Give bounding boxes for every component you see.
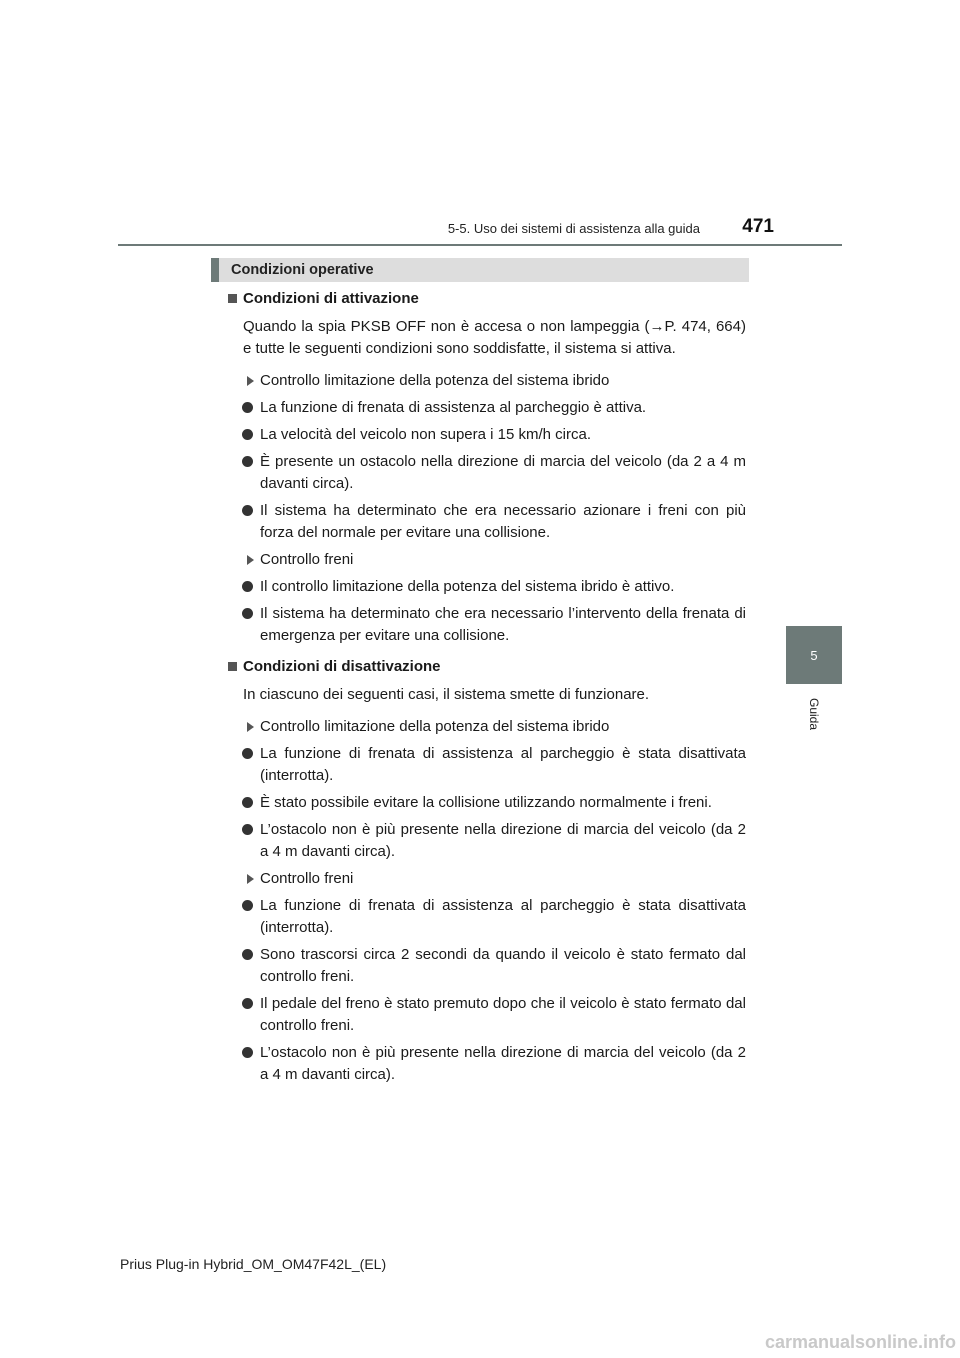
chapter-number: 5: [810, 647, 818, 663]
circle-bullet-icon: [242, 900, 253, 911]
watermark: carmanualsonline.info: [764, 1332, 956, 1352]
activation-heading: Condizioni di attivazione: [216, 288, 746, 310]
circle-bullet-icon: [242, 608, 253, 619]
list-item: È presente un ostacolo nella direzione di marcia del veicolo (da 2 a 4 m davanti circa).: [216, 451, 746, 495]
header-divider: [118, 244, 842, 246]
deactivation-category-power: Controllo limitazione della potenza del sistema ibrido: [216, 716, 746, 738]
content: [216, 288, 746, 1091]
section-title: Condizioni operative: [211, 258, 749, 282]
circle-bullet-icon: [242, 748, 253, 759]
triangle-bullet-icon: [247, 555, 254, 565]
circle-bullet-icon: [242, 1047, 253, 1058]
chapter-label: [786, 694, 842, 734]
list-item: L’ostacolo non è più presente nella direzione di marcia del veicolo (da 2 a 4 m davanti circa).: [216, 1042, 746, 1086]
list-item: La velocità del veicolo non supera i 15 km/h circa.: [216, 424, 746, 446]
triangle-bullet-icon: [247, 722, 254, 732]
list-item: La funzione di frenata di assistenza al parcheggio è stata disattivata (interrotta).: [216, 743, 746, 787]
circle-bullet-icon: [242, 797, 253, 808]
chapter-label-text: Guida: [807, 697, 821, 731]
circle-bullet-icon: [242, 402, 253, 413]
list-item: L’ostacolo non è più presente nella direzione di marcia del veicolo (da 2 a 4 m davanti circa).: [216, 819, 746, 863]
list-item: La funzione di frenata di assistenza al parcheggio è stata disattivata (interrotta).: [216, 895, 746, 939]
header-section-title: 5-5. Uso dei sistemi di assistenza alla guida: [447, 221, 700, 236]
list-item: Sono trascorsi circa 2 secondi da quando il veicolo è stato fermato dal controllo freni.: [216, 944, 746, 988]
triangle-bullet-icon: [247, 376, 254, 386]
list-item: Il sistema ha determinato che era necessario l’intervento della frenata di emergenza per evitare una collisione.: [216, 603, 746, 647]
circle-bullet-icon: [242, 456, 253, 467]
square-bullet-icon: [228, 294, 237, 303]
deactivation-category-brakes: Controllo freni: [216, 868, 746, 890]
circle-bullet-icon: [242, 505, 253, 516]
circle-bullet-icon: [242, 998, 253, 1009]
chapter-tab: [786, 626, 842, 684]
activation-intro: Quando la spia PKSB OFF non è accesa o non lampeggia (→P. 474, 664) e tutte le seguenti condizioni sono soddisfatte, il sistema si attiva.: [243, 318, 746, 357]
activation-category-power: Controllo limitazione della potenza del sistema ibrido: [216, 370, 746, 392]
deactivation-heading: Condizioni di disattivazione: [216, 656, 746, 678]
circle-bullet-icon: [242, 429, 253, 440]
circle-bullet-icon: [242, 949, 253, 960]
deactivation-intro: In ciascuno dei seguenti casi, il sistema smette di funzionare.: [243, 686, 650, 703]
square-bullet-icon: [228, 662, 237, 671]
circle-bullet-icon: [242, 581, 253, 592]
activation-category-brakes: Controllo freni: [216, 549, 746, 571]
footer-doc-id: Prius Plug-in Hybrid_OM_OM47F42L_(EL): [120, 1256, 387, 1272]
list-item: Il controllo limitazione della potenza del sistema ibrido è attivo.: [216, 576, 746, 598]
circle-bullet-icon: [242, 824, 253, 835]
list-item: Il pedale del freno è stato premuto dopo che il veicolo è stato fermato dal controllo freni.: [216, 993, 746, 1037]
triangle-bullet-icon: [247, 874, 254, 884]
list-item: Il sistema ha determinato che era necessario azionare i freni con più forza del normale per evitare una collisione.: [216, 500, 746, 544]
list-item: È stato possibile evitare la collisione utilizzando normalmente i freni.: [216, 792, 746, 814]
list-item: La funzione di frenata di assistenza al parcheggio è attiva.: [216, 397, 746, 419]
page-number: 471: [742, 216, 774, 237]
